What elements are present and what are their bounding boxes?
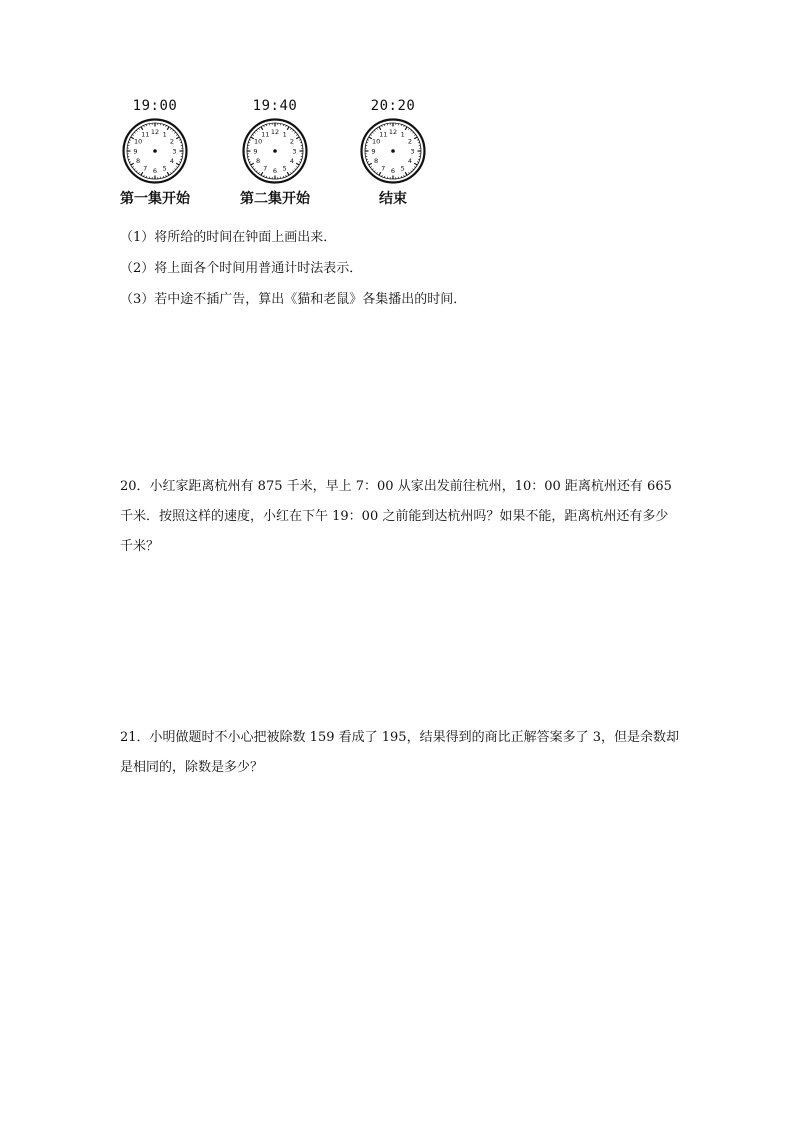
- sub-question-2: （2）将上面各个时间用普通计时法表示．: [120, 261, 363, 276]
- clock-tick: [408, 172, 409, 173]
- clock-tick: [293, 171, 294, 172]
- clock-face-icon: [360, 118, 426, 184]
- clock-numeral: 7: [381, 164, 386, 173]
- clock-tick: [166, 125, 167, 127]
- clock-tick: [254, 132, 255, 133]
- clock-tick: [129, 140, 131, 141]
- clock-tick: [256, 171, 257, 172]
- clock-tick: [377, 172, 378, 173]
- clock-tick: [259, 128, 260, 129]
- clock-tick: [136, 171, 137, 172]
- clock-tick: [141, 127, 143, 130]
- clock-numeral: 12: [388, 127, 398, 136]
- clock-tick: [404, 125, 405, 127]
- clock-tick: [175, 169, 176, 170]
- clock-numeral: 5: [400, 164, 405, 173]
- clock-tick: [417, 140, 419, 141]
- clock-tick: [414, 137, 417, 139]
- clock-tick: [261, 172, 263, 175]
- clock-tick: [256, 130, 257, 131]
- clock-time-label: 19:40: [252, 98, 298, 114]
- clock-tick: [139, 172, 140, 173]
- clock-tick: [167, 127, 169, 130]
- clock-tick: [176, 163, 179, 165]
- clock-numeral: 6: [390, 166, 396, 175]
- clock-numeral: 8: [136, 157, 141, 166]
- clock-tick: [377, 128, 378, 129]
- clock-tick: [287, 127, 289, 130]
- sub-question-3: （3）若中途不插广告，算出《猫和老鼠》各集播出的时间．: [120, 292, 467, 307]
- clock-numeral: 5: [282, 164, 287, 173]
- clock-tick: [167, 172, 169, 175]
- clock-numeral: 3: [172, 147, 177, 156]
- clock-numeral: 7: [263, 164, 268, 173]
- clock-tick: [134, 132, 135, 133]
- clock-numeral: 9: [253, 147, 258, 156]
- clock-tick: [166, 175, 167, 177]
- clock-numeral: 8: [374, 157, 379, 166]
- clock-tick: [131, 163, 134, 165]
- clock-tick: [379, 127, 381, 130]
- clock-tick: [175, 132, 176, 133]
- clock-numeral: 3: [292, 147, 297, 156]
- clock-numeral: 8: [256, 157, 261, 166]
- clock-tick: [286, 175, 287, 177]
- clock-numeral: 3: [410, 147, 415, 156]
- clock-tick: [251, 163, 254, 165]
- clock-group-1: [110, 98, 200, 208]
- clock-tick: [367, 140, 369, 141]
- clock-tick: [408, 128, 409, 129]
- clock-tick: [404, 175, 405, 177]
- clock-numeral: 9: [133, 147, 138, 156]
- clock-numeral: 1: [162, 130, 167, 139]
- clock-tick: [382, 125, 383, 127]
- clock-numeral: 5: [162, 164, 167, 173]
- clock-tick: [264, 125, 265, 127]
- clock-caption: 第一集开始: [120, 191, 190, 207]
- clock-tick: [286, 125, 287, 127]
- clock-tick: [170, 172, 171, 173]
- clock-tick: [372, 132, 373, 133]
- clock-tick: [176, 166, 177, 167]
- clock-tick: [411, 130, 412, 131]
- clock-numeral: 7: [143, 164, 148, 173]
- clock-center-dot: [273, 149, 277, 153]
- clock-tick: [261, 127, 263, 130]
- clock-tick: [370, 166, 371, 167]
- clock-tick: [176, 137, 179, 139]
- clock-time-label: 19:00: [132, 98, 178, 114]
- clock-tick: [413, 169, 414, 170]
- clock-tick: [139, 128, 140, 129]
- clock-numeral: 11: [141, 130, 150, 139]
- clock-tick: [295, 169, 296, 170]
- clock-tick: [417, 162, 419, 163]
- clock-tick: [296, 137, 299, 139]
- clock-tick: [374, 171, 375, 172]
- clock-tick: [129, 162, 131, 163]
- clock-group-3: [348, 98, 438, 208]
- clock-tick: [414, 135, 415, 136]
- clock-tick: [367, 162, 369, 163]
- clock-numeral: 11: [261, 130, 270, 139]
- clock-face-icon: [242, 118, 308, 184]
- clock-tick: [264, 175, 265, 177]
- clock-tick: [414, 163, 417, 165]
- clock-tick: [290, 172, 291, 173]
- clock-tick: [144, 175, 145, 177]
- clock-numeral: 10: [133, 137, 143, 146]
- clock-tick: [411, 171, 412, 172]
- clock-numeral: 12: [270, 127, 280, 136]
- clock-numeral: 2: [289, 137, 294, 146]
- clock-tick: [132, 135, 133, 136]
- clock-tick: [249, 140, 251, 141]
- clock-numeral: 12: [150, 127, 160, 136]
- clock-tick: [132, 166, 133, 167]
- clock-tick: [295, 132, 296, 133]
- clock-tick: [290, 128, 291, 129]
- clock-tick: [369, 163, 372, 165]
- clock-numeral: 10: [253, 137, 263, 146]
- clock-numeral: 4: [289, 157, 294, 166]
- clock-tick: [414, 166, 415, 167]
- clock-tick: [379, 172, 381, 175]
- clock-group-2: [230, 98, 320, 208]
- clock-numeral: 1: [282, 130, 287, 139]
- clock-numeral: 10: [371, 137, 381, 146]
- clock-tick: [287, 172, 289, 175]
- clock-numeral: 1: [400, 130, 405, 139]
- clock-tick: [136, 130, 137, 131]
- clock-numeral: 9: [371, 147, 376, 156]
- clock-tick: [144, 125, 145, 127]
- clock-caption: 结束: [379, 191, 407, 207]
- clock-tick: [374, 130, 375, 131]
- clock-tick: [299, 162, 301, 163]
- clock-center-dot: [153, 149, 157, 153]
- clock-tick: [170, 128, 171, 129]
- clock-numeral: 2: [407, 137, 412, 146]
- clock-tick: [413, 132, 414, 133]
- clock-tick: [405, 127, 407, 130]
- clock-tick: [259, 172, 260, 173]
- clock-tick: [296, 166, 297, 167]
- clock-tick: [134, 169, 135, 170]
- clock-numeral: 2: [169, 137, 174, 146]
- clock-numeral: 4: [169, 157, 174, 166]
- clock-tick: [173, 130, 174, 131]
- clock-tick: [372, 169, 373, 170]
- clock-tick: [176, 135, 177, 136]
- clock-tick: [296, 163, 299, 165]
- clock-tick: [405, 172, 407, 175]
- clock-time-label: 20:20: [370, 98, 416, 114]
- sub-question-1: （1）将所给的时间在钟面上画出来．: [120, 230, 337, 245]
- clock-tick: [299, 140, 301, 141]
- clock-numeral: 6: [272, 166, 278, 175]
- question-21: 21．小明做题时不小心把被除数 159 看成了 195，结果得到的商比正解答案多了 3，但是余数却是相同的，除数是多少？: [120, 730, 679, 775]
- clock-center-dot: [391, 149, 395, 153]
- clock-tick: [382, 175, 383, 177]
- clock-tick: [252, 166, 253, 167]
- clock-tick: [293, 130, 294, 131]
- clock-face-icon: [122, 118, 188, 184]
- clock-tick: [173, 171, 174, 172]
- clock-tick: [179, 162, 181, 163]
- clock-tick: [249, 162, 251, 163]
- clock-tick: [296, 135, 297, 136]
- clock-tick: [254, 169, 255, 170]
- clock-tick: [179, 140, 181, 141]
- clock-tick: [252, 135, 253, 136]
- clock-numeral: 6: [152, 166, 158, 175]
- clock-caption: 第二集开始: [240, 191, 310, 207]
- clock-tick: [370, 135, 371, 136]
- question-20: 20．小红家距离杭州有 875 千米，早上 7：00 从家出发前往杭州，10：00 距离杭州还有 665 千米．按照这样的速度，小红在下午 19：00 之前能到达杭州吗？如果不能，距离杭州还有多少千米？: [120, 479, 672, 554]
- clock-numeral: 11: [379, 130, 388, 139]
- clock-numeral: 4: [407, 157, 412, 166]
- clock-tick: [141, 172, 143, 175]
